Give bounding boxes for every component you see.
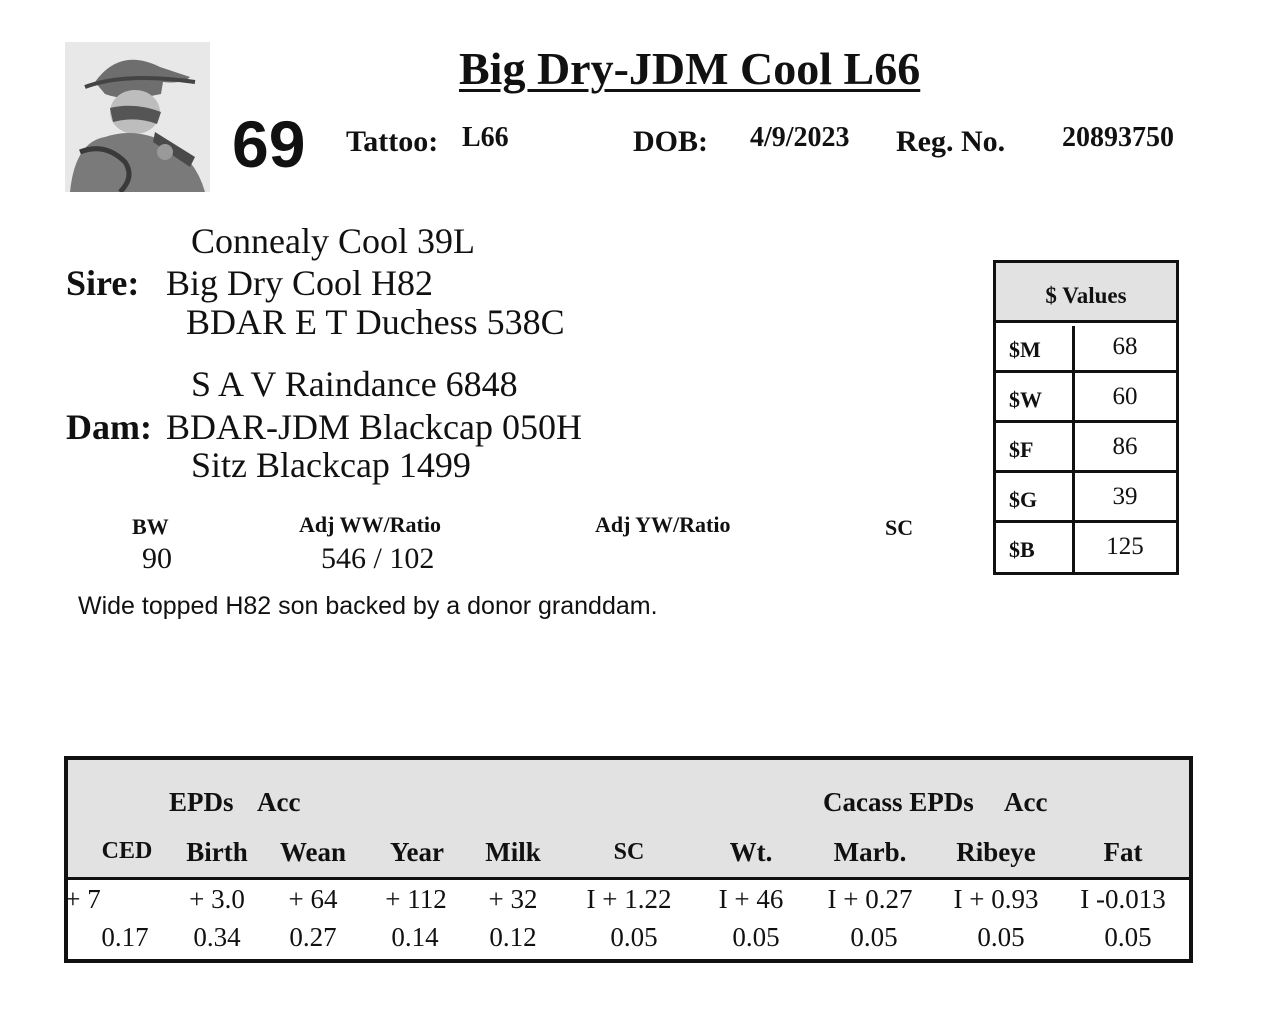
ranch-logo-image [65,42,210,192]
dollar-value-number: 60 [1112,383,1138,410]
epd-col-marb: Marb. [833,837,907,867]
epd-acc-birth: 0.34 [193,922,241,952]
epd-value-wean: + 64 [288,884,338,914]
epd-col-year: Year [390,837,444,867]
epd-col-wean: Wean [279,837,346,867]
dollar-value-number: 68 [1112,333,1138,360]
reg-no-label: Reg. No. [896,125,1006,158]
reg-no-value: 20893750 [1062,122,1174,153]
epd-acc-milk: 0.12 [489,922,537,952]
dam-label: Dam: [66,407,152,447]
dollar-value-key: $B [1009,537,1035,562]
dollar-value-key: $G [1009,487,1038,512]
epd-table-header [68,760,1189,880]
epds-acc-label: Acc [257,787,301,817]
dollar-value-row [996,473,1176,523]
sire-sire: Connealy Cool 39L [191,221,475,261]
epd-col-fat: Fat [1103,837,1143,867]
comment-text: Wide topped H82 son backed by a donor granddam. [78,592,658,620]
dollar-value-row [996,323,1176,373]
epd-acc-sc: 0.05 [610,922,658,952]
tattoo-label: Tattoo: [346,125,439,158]
adj-yw-label: Adj YW/Ratio [595,512,731,537]
epd-acc-ced: 0.17 [101,922,149,952]
epd-value-year: + 112 [385,884,447,914]
dollar-value-number: 125 [1106,533,1144,560]
dollar-values-title: $ Values [996,263,1176,323]
epds-group-label: EPDs [169,787,234,817]
epd-table [64,756,1193,963]
epd-value-ribeye: I + 0.93 [953,884,1039,914]
dollar-value-number: 39 [1112,483,1138,510]
epd-col-wt: Wt. [729,837,773,867]
carcass-epds-group-label: Cacass EPDs [823,787,974,817]
epd-value-ced: + 7 [65,884,101,914]
dob-label: DOB: [633,125,708,158]
adj-ww-label: Adj WW/Ratio [299,512,441,537]
dollar-value-key: $W [1009,387,1042,412]
tattoo-value: L66 [462,122,509,153]
dollar-value-number: 86 [1112,433,1138,460]
epd-acc-marb: 0.05 [850,922,898,952]
sire-name: Big Dry Cool H82 [166,263,434,303]
carcass-acc-label: Acc [1004,787,1048,817]
epd-col-ribeye: Ribeye [956,837,1036,867]
bw-label: BW [132,514,169,539]
epd-col-milk: Milk [485,837,541,867]
dollar-value-row [996,523,1176,573]
epd-acc-wean: 0.27 [289,922,337,952]
dollar-value-key: $F [1009,437,1034,462]
adj-ww-value: 546 / 102 [321,542,435,575]
dam-dam: Sitz Blackcap 1499 [191,445,471,485]
epd-acc-year: 0.14 [391,922,439,952]
dam-sire: S A V Raindance 6848 [191,364,518,404]
epd-col-ced: CED [101,838,153,864]
animal-name-title: Big Dry-JDM Cool L66 [459,43,921,94]
sire-label: Sire: [66,263,140,303]
epd-value-sc: I + 1.22 [586,884,672,914]
epd-acc-fat: 0.05 [1104,922,1152,952]
epd-value-milk: + 32 [488,884,538,914]
dam-name: BDAR-JDM Blackcap 050H [166,407,582,447]
epd-acc-wt: 0.05 [732,922,780,952]
dollar-values-box [993,260,1179,575]
epd-value-birth: + 3.0 [189,884,245,914]
dollar-value-row [996,373,1176,423]
epd-value-fat: I -0.013 [1080,884,1166,914]
epd-col-sc: SC [613,839,645,865]
epd-col-birth: Birth [186,837,248,867]
sire-dam: BDAR E T Duchess 538C [186,302,565,342]
dob-value: 4/9/2023 [750,122,850,153]
bw-value: 90 [142,542,172,575]
lot-number: 69 [232,107,306,181]
epd-acc-ribeye: 0.05 [977,922,1025,952]
epd-value-wt: I + 46 [718,884,784,914]
dollar-value-row [996,423,1176,473]
dollar-value-key: $M [1009,337,1041,362]
epd-value-marb: I + 0.27 [827,884,913,914]
sc-label: SC [885,515,914,540]
